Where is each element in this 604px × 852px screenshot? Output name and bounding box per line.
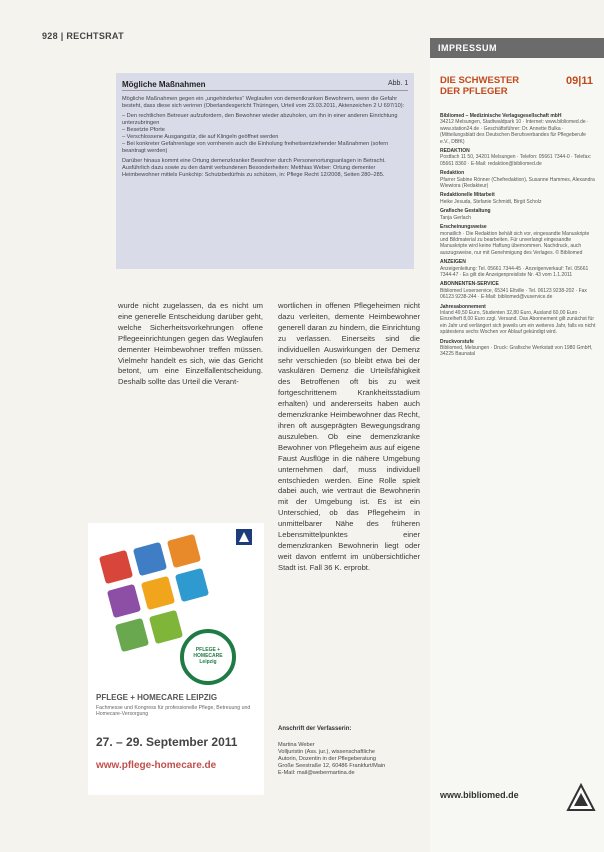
section-head: Druckvorstufe: [440, 338, 474, 345]
family-icon: [149, 610, 183, 644]
page-header: 928 | RECHTSRAT: [42, 31, 124, 41]
section-body: Tanja Gerlach: [440, 214, 471, 221]
impressum-bar: IMPRESSUM: [430, 38, 604, 58]
magazine-title-line1: DIE SCHWESTER: [440, 75, 520, 86]
section-head: Bibliomed – Medizinische Verlagsgesellschaft mbH: [440, 113, 562, 119]
bibliomed-url[interactable]: www.bibliomed.de: [440, 790, 519, 800]
impressum-section: [440, 170, 596, 189]
impressum-section: [440, 208, 596, 221]
info-box-title: Mögliche Maßnahmen: [122, 80, 206, 89]
impressum-section: [440, 339, 596, 358]
info-box-number: Abb. 1: [388, 80, 409, 87]
info-box-text: [122, 96, 406, 182]
info-bullet: – Den rechtlichen Betreuer aufzufordern, den Bewohner wieder abzuholen, um ihn in einer anderen Einrichtung unterzubringen: [122, 113, 398, 126]
author-line: Autorin, Dozentin in der Pflegeberatung: [278, 756, 376, 762]
section-head: ABONNENTEN-SERVICE: [440, 281, 499, 288]
section-body: Anzeigenleitung: Tel. 05661 7344-45 · Anzeigenverkauf: Tel. 05661 7344-47 · Es gilt die Anzeigenpreisliste Nr. 43 vom 1.1.2011: [440, 265, 589, 278]
author-line: Martina Weber: [278, 742, 315, 748]
article-column-1: wurde nicht zugelassen, da es nicht um eine generelle Entscheidung darüber geht, welche Sicherheitsvorkehrungen offene Pflegeeinrichtungen gegen das Weglaufen dementer Heimbewohner treffen müssen. Vielmehr handelt es sich, wie das Gericht betont, um eine Einzelfallentscheidung. Deshalb sollte das Urteil die Verant-: [118, 301, 263, 387]
advertisement[interactable]: [88, 523, 264, 795]
magazine-title: [440, 75, 560, 97]
info-bullet: – Besetzte Pforte: [122, 127, 165, 133]
info-paragraph: Darüber hinaus kommt eine Ortung demenzkranker Bewohner durch Personenortungsanlagen in Betracht. Ausführlich dazu sowie zu den damit verbundenen Besonderheiten: Metthias Weber: Ortung dementer Heimbewohner mittels Funkchip: Schutzbedürfnis zu schützen, in: Pflege Recht 12/2008, Seiten 280–285.: [122, 158, 386, 178]
info-box-divider: [122, 90, 408, 91]
author-address: [278, 742, 418, 777]
section-head: Erscheinungsweise: [440, 224, 487, 231]
author-heading: Anschrift der Verfasserin:: [278, 726, 352, 732]
ad-subtitle: Fachmesse und Kongress für professionelle Pflege, Betreuung und Homecare-Versorgung: [96, 705, 251, 718]
author-line: Volljuristin (Ass. jur.), wissenschaftliche: [278, 749, 375, 755]
author-email[interactable]: E-Mail: mail@webermartina.de: [278, 770, 355, 776]
author-line: Große Seestraße 12, 60486 Frankfurt/Main: [278, 763, 386, 769]
impressum-section: [440, 224, 596, 256]
impressum-section: [440, 259, 596, 278]
magazine-title-line2: DER PFLEGER: [440, 86, 508, 97]
impressum-section: [440, 281, 596, 300]
section-body: Inland 49,50 Euro, Studenten 32,80 Euro, Ausland 60,00 Euro · Einzelheft 8,00 Euro zzgl. Versand. Das Abonnement gilt zunächst für ein Jahr und verlängert sich jeweils um ein weiteres Jahr, falls es nicht spätestens sechs Wochen vor Ablauf gekündigt wird.: [440, 309, 596, 336]
wheelchair-icon: [175, 568, 209, 602]
section-head: ANZEIGEN: [440, 259, 466, 266]
info-bullet: – Bei konkreter Gefahrenlage von vornherein auch die Einholung freiheitsentziehender Maßnahmen (sofern beantragt werden): [122, 141, 389, 154]
section-head: Redaktionelle Mitarbeit: [440, 192, 495, 199]
ad-title: PFLEGE + HOMECARE LEIPZIG: [96, 693, 218, 702]
section-head: Redaktion: [440, 170, 465, 177]
section-body: Bibliomed Leserservice, 65341 Eltville · Tel. 06123 9238-202 · Fax 06123 9238-244 · E-Mail: bibliomed@vuservice.de: [440, 287, 587, 301]
section-body: Bibliomed, Melsungen · Druck: Grafische Werkstatt von 1980 GmbH, 34225 Baunatal: [440, 345, 593, 358]
section-head: Jahresabonnement: [440, 303, 486, 310]
bibliomed-logo-icon: [566, 783, 596, 813]
ad-url[interactable]: www.pflege-homecare.de: [96, 760, 217, 771]
section-head: Grafische Gestaltung: [440, 208, 491, 215]
impressum-section: [440, 304, 596, 336]
cross-icon: [133, 542, 167, 576]
section-body: monatlich · Die Redaktion behält sich vor, eingesandte Manuskripte und Bildmaterial zu bearbeiten. Für unverlangt eingesandte Manuskripte wird keine Haftung übernommen. Nachdruck, auch auszugsweise, nur mit Genehmigung des Verlages. © Bibliomed: [440, 230, 590, 256]
article-column-2: wortlichen in offenen Pflegeheimen nicht dazu verleiten, demente Heimbewohner generell daran zu hindern, die Einrichtung zu verlassen. Einerseits sind die individuellen Auswirkungen der Demenz sehr verschieden (so bleibt etwa bei der vaskulären Demenz die Urteilsfähigkeit des Betroffenen oft bis zu weit fortgeschrittenem Krankheitsstadium erhalten) und andererseits haben auch demenzkranke Heimbewohner das Recht, ihren oft ausgeprägten Bewegungsdrang auszuleben. Ob eine demenzkranke Bewohner von Pflegeheim aus auf eigene Faust Ausflüge in die nähere Umgebung unternehmen darf, muss individuell entschieden werden. Eine Rolle spielt dabei auch, wie vertraut die Bewohnerin mit der Umgebung ist. Es ist ein Unterschied, ob das Pflegeheim in unmittelbarer Nähe des früheren Lebensmittelpunktes einer demenzkranken Bewohnerin liegt oder weit davon entfernt im unübersichtlicher Stadt ist. Fall 36 K. erprobt.: [278, 301, 420, 572]
person-icon: [141, 576, 175, 610]
impressum-text: [440, 110, 596, 358]
homecare-badge-text: PFLEGE + HOMECARE Leipzig: [193, 647, 223, 665]
ad-date: 27. – 29. September 2011: [96, 735, 238, 749]
info-paragraph: Mögliche Maßnahmen gegen ein „ungehindertes“ Weglaufen von dementkranken Bewohnern, wenn die Gefahr besteht, dass diese sich verirren (Oberlandesgericht Thüringen, Urteil vom 23.03.2011, Aktenzeichen 2 U 697/10):: [122, 96, 405, 109]
section-body: Postfach 11 50, 34201 Melsungen · Telefon: 05661 7344-0 · Telefax: 05661 8360 · E-Mail: redaktion@bibliomed.de: [440, 154, 592, 167]
bed-icon: [115, 618, 149, 652]
section-body: 34212 Melsungen, Stadtwaldpark 10 · Internet: www.bibliomed.de · www.station24.de · Geschäftsführer: Dr. Annette Bulka · (Mitteilungsblatt des Deutschen Berufsverbandes für Pflegeberufe e.V., DBfK): [440, 119, 589, 145]
impressum-section: [440, 113, 596, 145]
people-icon: [167, 534, 201, 568]
section-body: Pfarrer Sabine Rönner (Chefredaktion), Susanne Hammes, Alexandra Wiewiora (Redakteur): [440, 176, 595, 190]
section-body: Heike Jesuda, Stefanie Schmidt, Birgit Scholz: [440, 198, 542, 205]
chart-icon: [107, 584, 141, 618]
house-icon: [99, 550, 133, 584]
info-bullet: – Verschlossene Ausgangstür, die auf Klingeln geöffnet werden: [122, 134, 279, 140]
impressum-section: [440, 192, 596, 205]
issue-number: 09|11: [566, 75, 593, 87]
section-head: REDAKTION: [440, 148, 470, 155]
fair-logo-icon: [236, 529, 252, 545]
impressum-section: [440, 148, 596, 167]
